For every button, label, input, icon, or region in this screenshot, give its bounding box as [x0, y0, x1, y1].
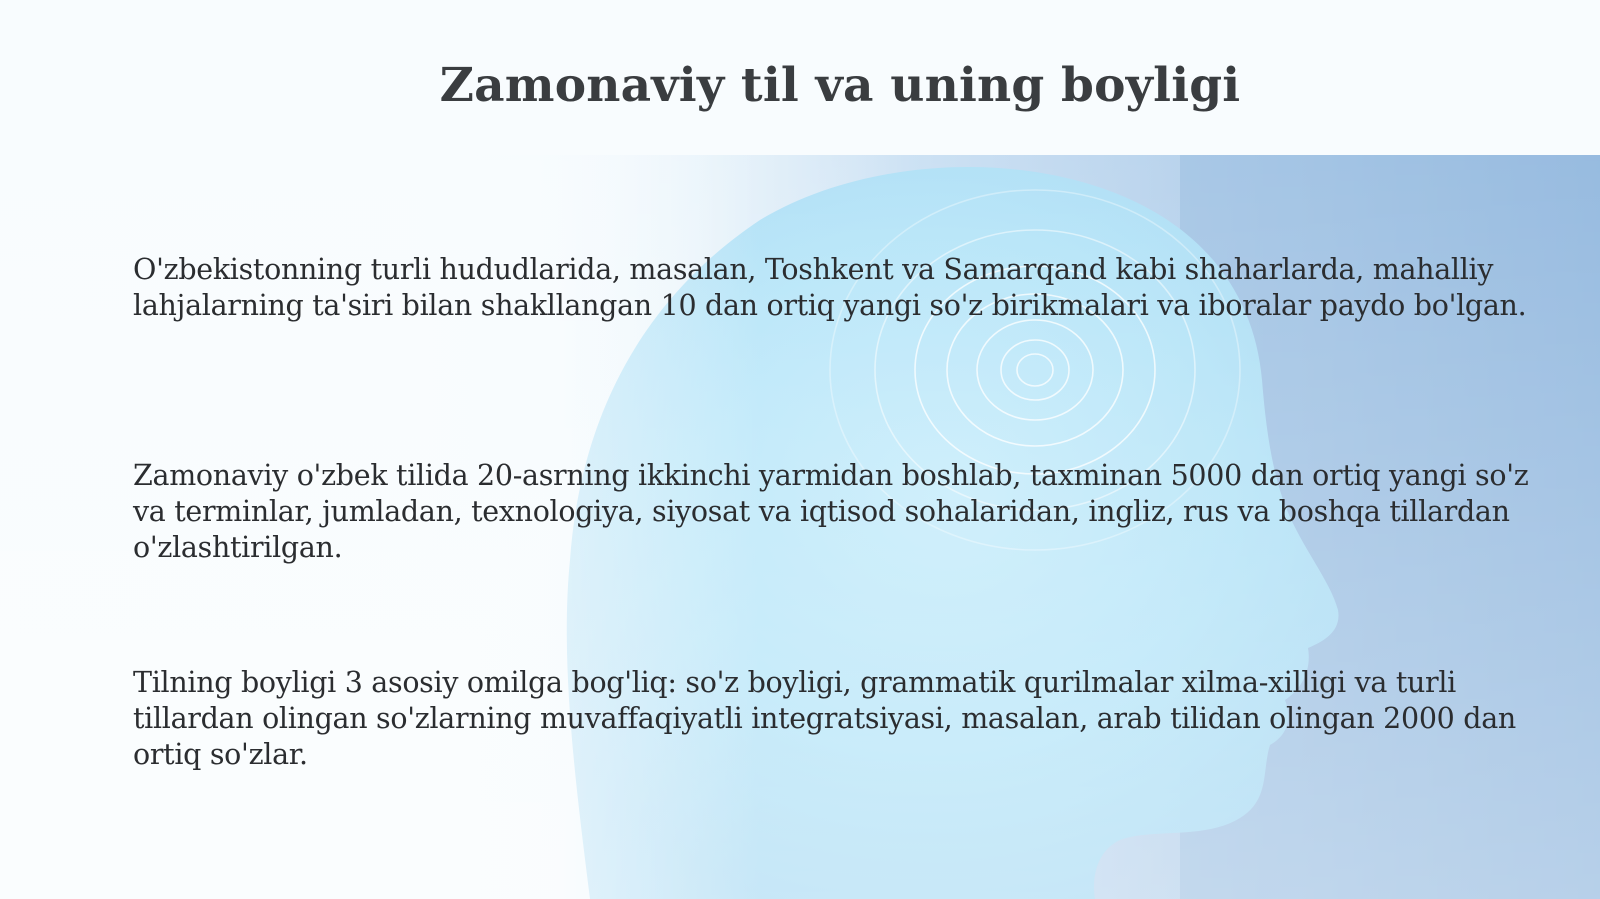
paragraph-dialects: O'zbekistonning turli hududlarida, masalan, Toshkent va Samarqand kabi shaharlarda, mahalliy lahjalarning ta'siri bilan shakllangan 10 dan ortiq yangi so'z birikmalari va iboralar paydo bo'lgan. — [133, 253, 1527, 322]
slide-title: Zamonaviy til va uning boyligi — [439, 58, 1241, 113]
paragraph-language-richness: Tilning boyligi 3 asosiy omilga bog'liq: so'z boyligi, grammatik qurilmalar xilma-xilligi va turli tillardan olingan so'zlarning muvaffaqiyatli integratsiyasi, masalan, arab tilidan olingan 2000 dan ortiq so'zlar. — [133, 666, 1516, 771]
paragraph-new-terms: Zamonaviy o'zbek tilida 20-asrning ikkinchi yarmidan boshlab, taxminan 5000 dan ortiq yangi so'z va terminlar, jumladan, texnologiya, siyosat va iqtisod sohalaridan, ingliz, rus va boshqa tillardan o'zlashtirilgan. — [133, 459, 1529, 564]
